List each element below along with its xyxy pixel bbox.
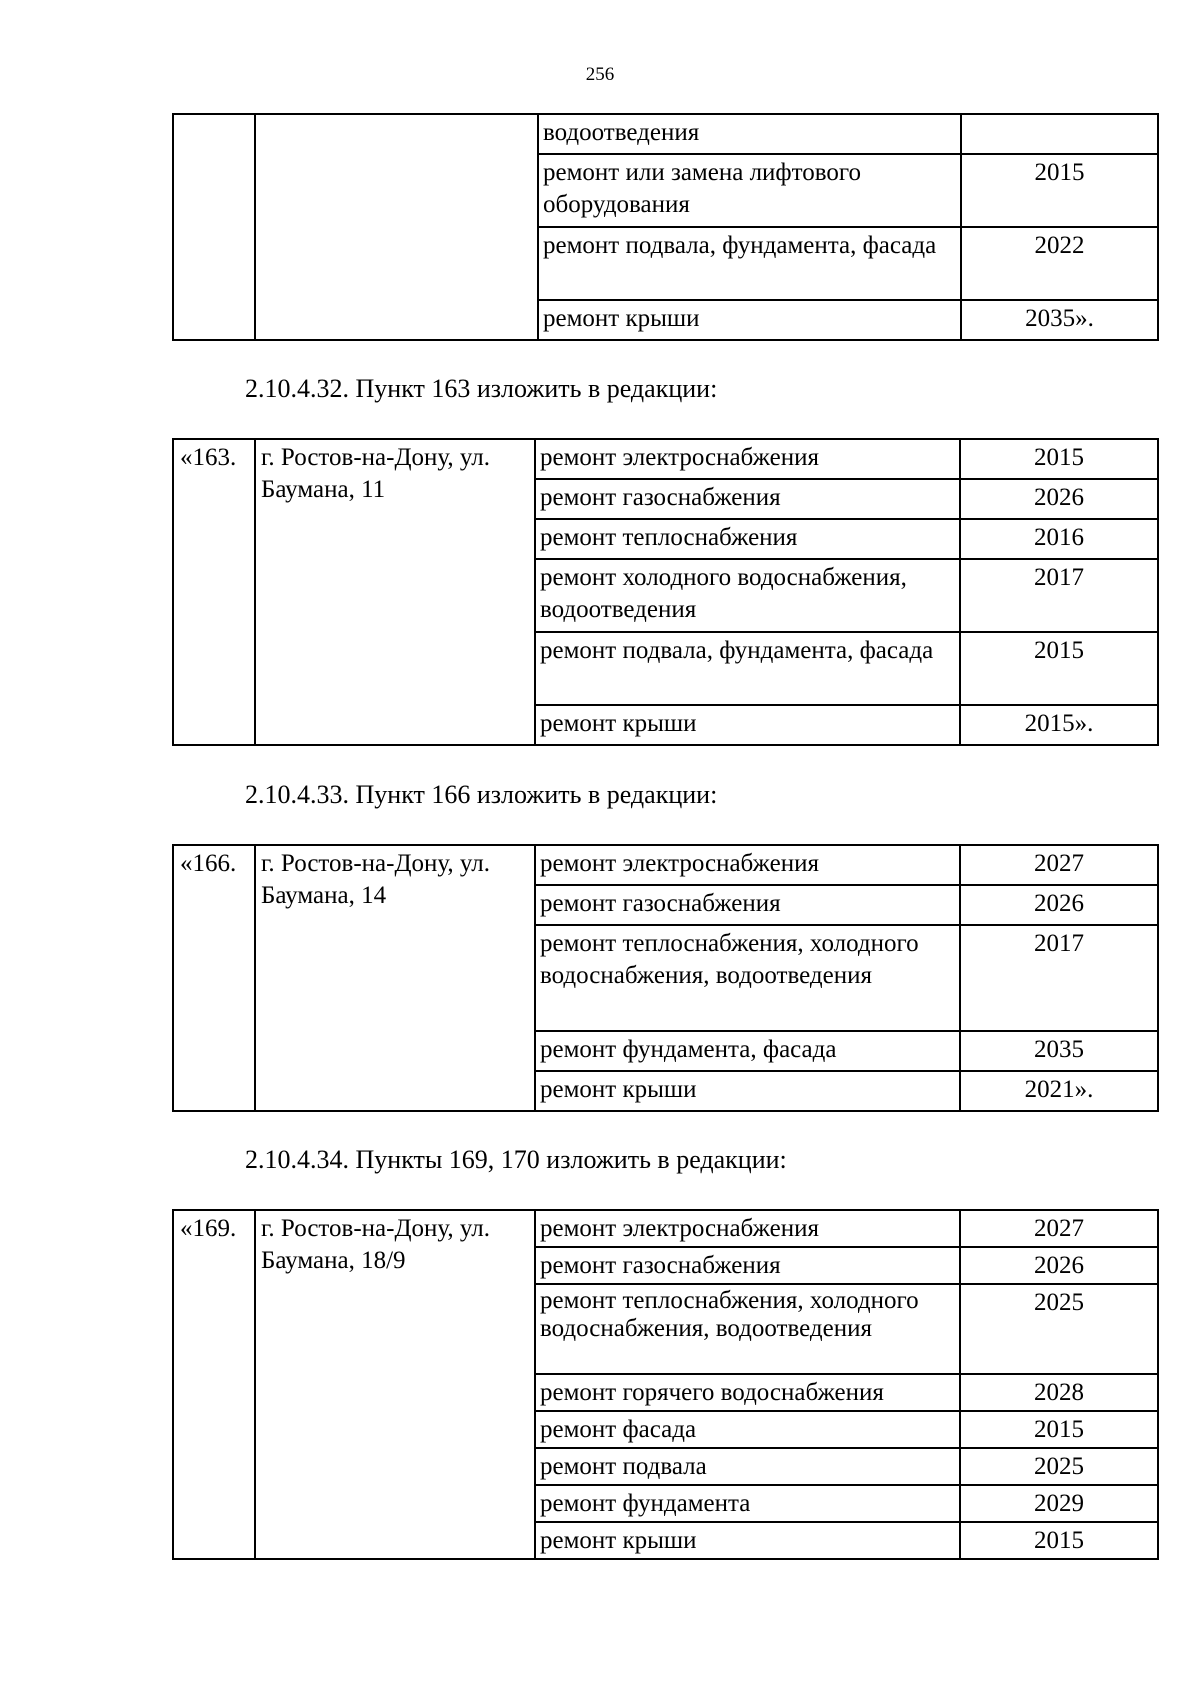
section-heading: 2.10.4.33. Пункт 166 изложить в редакции:	[245, 780, 718, 809]
item-table-163	[172, 438, 1159, 746]
year-cell: 2017	[960, 925, 1158, 1031]
address-cell	[255, 114, 538, 340]
work-cell: ремонт подвала, фундамента, фасада	[538, 227, 961, 300]
work-cell: ремонт крыши	[535, 1522, 960, 1559]
work-cell: ремонт теплоснабжения, холодного водоснабжения, водоотведения	[535, 1284, 960, 1374]
work-cell: ремонт подвала	[535, 1448, 960, 1485]
year-cell: 2028	[960, 1374, 1158, 1411]
year-cell: 2022	[961, 227, 1158, 300]
year-cell: 2026	[960, 1247, 1158, 1284]
year-cell: 2015	[960, 1522, 1158, 1559]
year-cell: 2021».	[960, 1071, 1158, 1111]
year-cell: 2015	[960, 1411, 1158, 1448]
year-cell: 2027	[960, 1210, 1158, 1247]
section-heading: 2.10.4.32. Пункт 163 изложить в редакции:	[245, 374, 718, 403]
work-cell: ремонт газоснабжения	[535, 885, 960, 925]
number-cell	[173, 114, 255, 340]
item-number: «166.	[173, 845, 255, 1111]
year-cell: 2015».	[960, 705, 1158, 745]
year-cell: 2035	[960, 1031, 1158, 1071]
year-cell: 2015	[960, 632, 1158, 705]
work-cell: ремонт фасада	[535, 1411, 960, 1448]
year-cell: 2016	[960, 519, 1158, 559]
table-row	[173, 845, 1158, 885]
table-row	[173, 1210, 1158, 1247]
work-cell: ремонт фундамента	[535, 1485, 960, 1522]
work-cell: ремонт крыши	[535, 705, 960, 745]
year-cell: 2026	[960, 885, 1158, 925]
year-cell: 2035».	[961, 300, 1158, 340]
item-table-166	[172, 844, 1159, 1112]
work-cell: ремонт холодного водоснабжения, водоотведения	[535, 559, 960, 632]
item-table-169	[172, 1209, 1159, 1560]
continuation-table	[172, 113, 1159, 341]
work-cell: ремонт газоснабжения	[535, 1247, 960, 1284]
work-cell: ремонт теплоснабжения, холодного водоснабжения, водоотведения	[535, 925, 960, 1031]
work-cell: водоотведения	[538, 114, 961, 154]
work-cell: ремонт горячего водоснабжения	[535, 1374, 960, 1411]
table-row	[173, 439, 1158, 479]
year-cell: 2029	[960, 1485, 1158, 1522]
work-cell: ремонт электроснабжения	[535, 439, 960, 479]
work-cell: ремонт теплоснабжения	[535, 519, 960, 559]
year-cell: 2015	[961, 154, 1158, 227]
year-cell	[961, 114, 1158, 154]
year-cell: 2027	[960, 845, 1158, 885]
work-cell: ремонт фундамента, фасада	[535, 1031, 960, 1071]
item-address: г. Ростов-на-Дону, ул. Баумана, 14	[255, 845, 535, 1111]
work-cell: ремонт или замена лифтового оборудования	[538, 154, 961, 227]
year-cell: 2025	[960, 1284, 1158, 1374]
work-cell: ремонт подвала, фундамента, фасада	[535, 632, 960, 705]
work-cell: ремонт электроснабжения	[535, 845, 960, 885]
year-cell: 2025	[960, 1448, 1158, 1485]
item-address: г. Ростов-на-Дону, ул. Баумана, 11	[255, 439, 535, 745]
table-row	[173, 114, 1158, 154]
year-cell: 2015	[960, 439, 1158, 479]
work-cell: ремонт электроснабжения	[535, 1210, 960, 1247]
year-cell: 2026	[960, 479, 1158, 519]
work-cell: ремонт крыши	[538, 300, 961, 340]
year-cell: 2017	[960, 559, 1158, 632]
work-cell: ремонт газоснабжения	[535, 479, 960, 519]
item-number: «169.	[173, 1210, 255, 1559]
item-number: «163.	[173, 439, 255, 745]
page-number: 256	[585, 64, 615, 85]
item-address: г. Ростов-на-Дону, ул. Баумана, 18/9	[255, 1210, 535, 1559]
section-heading: 2.10.4.34. Пункты 169, 170 изложить в редакции:	[245, 1145, 787, 1174]
work-cell: ремонт крыши	[535, 1071, 960, 1111]
